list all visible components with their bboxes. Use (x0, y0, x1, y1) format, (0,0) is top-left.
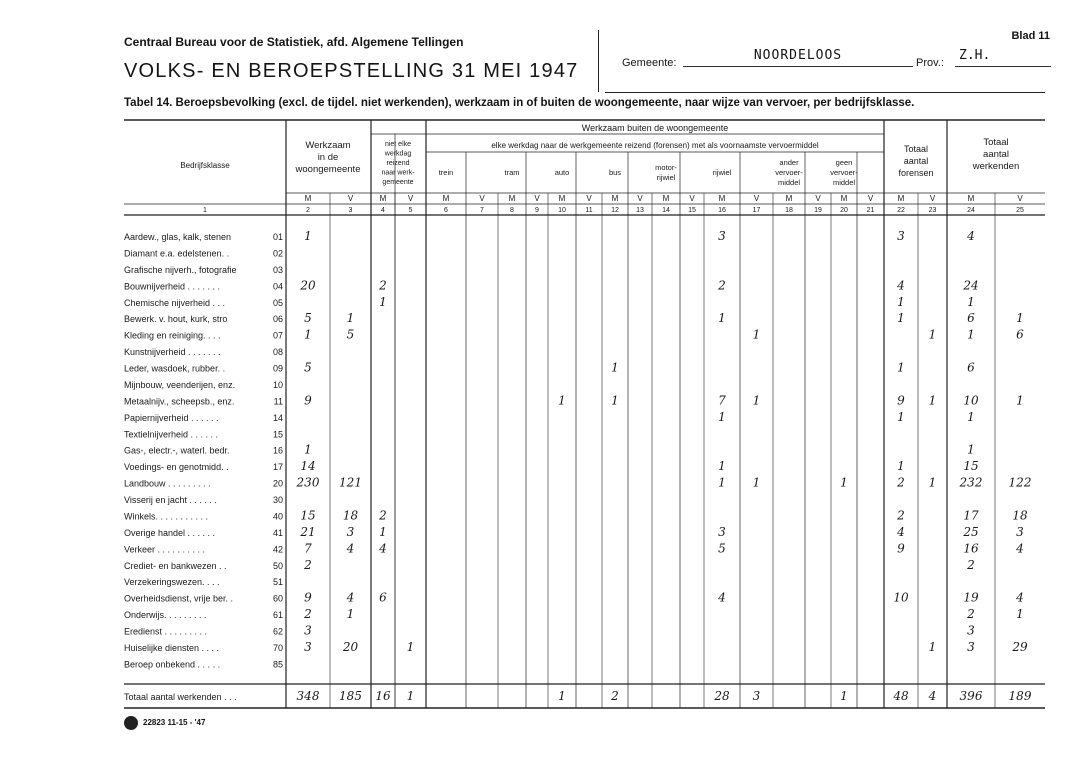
total-value: 3 (752, 689, 761, 703)
cell-value: 1 (967, 409, 975, 424)
cell-value: 232 (959, 475, 983, 490)
header-mode-7: middel (832, 178, 856, 187)
cell-value: 122 (1008, 475, 1032, 490)
header-niet-elke: niet elke (384, 141, 412, 148)
cell-value: 5 (304, 311, 312, 326)
row-label: Visserij en jacht . . . . . . (124, 495, 217, 506)
row-label: Bouwnijverheid . . . . . . . (124, 281, 221, 292)
cell-value: 9 (897, 541, 905, 556)
total-value: 1 (406, 689, 415, 703)
total-value: 2 (611, 689, 619, 703)
cell-value: 3 (967, 623, 975, 638)
cell-value: 4 (897, 278, 905, 293)
column-number: 16 (718, 207, 726, 214)
row-label: Leder, wasdoek, rubber. . (124, 363, 226, 374)
cell-value: 1 (897, 409, 905, 424)
header-werkzaam-in: in de (317, 152, 339, 163)
column-number: 3 (348, 207, 353, 214)
total-value: 48 (893, 689, 909, 703)
column-number: 6 (444, 207, 448, 214)
cell-value: 4 (967, 229, 975, 243)
column-mv: M (785, 194, 793, 203)
row-code: 50 (272, 560, 283, 571)
total-value: 348 (296, 689, 320, 703)
header-mode-6: vervoer- (775, 168, 803, 177)
column-number: 8 (510, 207, 514, 214)
row-code: 03 (272, 264, 283, 275)
cell-value: 25 (963, 524, 979, 539)
column-number: 2 (306, 207, 310, 214)
cell-value: 18 (342, 508, 359, 523)
cell-value: 1 (928, 475, 937, 490)
cell-value: 3 (346, 524, 355, 539)
header-totaal-forensen: forensen (898, 168, 934, 178)
column-number: 5 (408, 207, 413, 214)
cell-value: 5 (718, 541, 726, 556)
cell-value: 1 (967, 294, 975, 309)
gemeente-field[interactable]: NOORDELOOS (683, 48, 913, 67)
row-label: Chemische nijverheid . . . (124, 297, 226, 308)
row-code: 41 (272, 527, 283, 538)
column-number: 9 (535, 207, 539, 214)
row-code: 60 (272, 593, 283, 604)
cell-value: 1 (346, 607, 355, 622)
column-number: 10 (558, 207, 566, 214)
column-mv: M (304, 194, 312, 203)
header-niet-elke: naar werk- (381, 169, 415, 177)
cell-value: 3 (967, 640, 975, 654)
row-label: Beroep onbekend . . . . . (124, 659, 221, 670)
header-niet-elke: reizend (386, 160, 410, 167)
column-number: 14 (662, 207, 670, 214)
cell-value: 2 (304, 557, 312, 572)
column-number: 18 (785, 207, 793, 214)
column-mv: M (558, 194, 566, 203)
cell-value: 4 (1016, 590, 1024, 605)
row-label: Eredienst . . . . . . . . . (124, 626, 208, 637)
cell-value: 1 (346, 311, 355, 326)
cell-value: 3 (304, 640, 312, 654)
total-value: 16 (375, 689, 391, 703)
cell-value: 6 (379, 590, 387, 605)
row-label: Grafische nijverh., fotografie (124, 264, 237, 275)
column-mv: V (586, 194, 592, 203)
cell-value: 3 (1016, 524, 1024, 539)
cell-value: 2 (967, 607, 975, 622)
row-code: 85 (272, 659, 283, 670)
column-number: 20 (840, 207, 848, 214)
column-mv: M (967, 194, 975, 203)
row-code: 30 (272, 495, 283, 506)
row-code: 11 (273, 396, 283, 407)
cell-value: 1 (304, 442, 312, 457)
cell-value: 1 (1016, 607, 1024, 622)
column-number: 12 (611, 207, 619, 214)
cell-value: 21 (300, 524, 316, 539)
table-title: Tabel 14. Beroepsbevolking (excl. de tijdel. niet werkenden), werkzaam in of buiten de woongemeente, naar wijze van vervoer, per bedrijfsklasse. (124, 97, 915, 109)
form-title: VOLKS- EN BEROEPSTELLING 31 MEI 1947 (124, 60, 579, 82)
cell-value: 2 (718, 278, 726, 293)
cell-value: 1 (967, 442, 975, 457)
column-mv: V (753, 194, 760, 203)
cell-value: 4 (346, 541, 355, 556)
cell-value: 1 (897, 459, 905, 474)
column-number: 7 (480, 207, 484, 214)
column-mv: M (379, 194, 387, 203)
cell-value: 1 (406, 640, 415, 654)
cell-value: 1 (897, 360, 905, 375)
row-code: 61 (272, 610, 283, 621)
cell-value: 4 (1016, 541, 1024, 556)
column-mv: M (840, 194, 848, 203)
row-code: 15 (272, 429, 283, 440)
cell-value: 29 (1012, 640, 1028, 654)
column-number: 25 (1016, 207, 1024, 214)
column-number: 11 (585, 207, 593, 214)
header-mode-2: auto (554, 168, 570, 177)
total-value: 1 (840, 689, 848, 703)
column-mv: M (611, 194, 619, 203)
cell-value: 10 (963, 393, 979, 408)
cell-value: 1 (752, 327, 761, 342)
cell-value: 1 (304, 327, 312, 342)
column-mv: M (662, 194, 670, 203)
row-code: 17 (272, 462, 283, 473)
cell-value: 2 (379, 278, 387, 293)
column-mv: M (442, 194, 450, 203)
cell-value: 5 (304, 360, 312, 375)
row-code: 40 (272, 511, 283, 522)
total-label: Totaal aantal werkenden . . . (124, 692, 237, 702)
row-label: Papiernijverheid . . . . . . (124, 412, 219, 423)
header-mode-4: rijwiel (656, 173, 676, 182)
cell-value: 2 (379, 508, 387, 523)
row-code: 62 (272, 626, 283, 637)
cell-value: 4 (379, 541, 387, 556)
cell-value: 5 (346, 327, 355, 342)
column-mv: V (689, 194, 695, 203)
cell-value: 1 (928, 393, 937, 408)
header-totaal-forensen: Totaal (903, 144, 929, 154)
header-totaal-werkenden: Totaal (983, 137, 1009, 148)
row-label: Verzekeringswezen. . . . (124, 577, 220, 588)
cell-value: 7 (718, 393, 726, 408)
organization-name: Centraal Bureau voor de Statistiek, afd. Algemene Tellingen (124, 35, 464, 49)
column-mv: M (897, 194, 905, 203)
cell-value: 1 (718, 409, 726, 424)
total-value: 189 (1008, 689, 1032, 703)
header-niet-elke: gemeente (382, 179, 414, 186)
cell-value: 4 (897, 524, 905, 539)
row-label: Overheidsdienst, vrije ber. . (124, 593, 234, 604)
cell-value: 1 (718, 311, 726, 326)
cell-value: 1 (928, 640, 937, 654)
column-mv: V (1017, 194, 1023, 203)
header-mode-7: geen (835, 158, 853, 167)
cell-value: 14 (300, 459, 316, 474)
column-mv: V (637, 194, 643, 203)
column-number: 24 (967, 207, 975, 214)
sheet-number: Blad 11 (1011, 30, 1050, 42)
column-mv: V (867, 194, 874, 203)
total-value: 396 (959, 689, 983, 703)
cell-value: 1 (304, 229, 312, 243)
cell-value: 3 (718, 229, 726, 243)
cell-value: 1 (967, 327, 975, 342)
cell-value: 1 (379, 294, 387, 309)
province-label: Prov.: (916, 57, 944, 69)
header-totaal-werkenden: aantal (983, 149, 1009, 160)
row-code: 16 (272, 445, 283, 456)
row-code: 01 (272, 232, 283, 242)
row-label: Diamant e.a. edelstenen. . (124, 248, 230, 259)
cell-value: 4 (346, 590, 355, 605)
cell-value: 6 (967, 360, 975, 375)
cell-value: 1 (928, 327, 937, 342)
header-totaal-werkenden: werkenden (972, 161, 1020, 172)
header-totaal-forensen: aantal (903, 156, 929, 166)
header-niet-elke: werkdag (384, 150, 412, 158)
cell-value: 1 (718, 475, 726, 490)
header-mode-0: trein (438, 168, 454, 177)
total-value: 185 (339, 689, 362, 703)
cell-value: 10 (893, 590, 909, 605)
row-label: Aardew., glas, kalk, stenen (124, 232, 232, 242)
column-number: 22 (897, 207, 905, 214)
total-value: 4 (928, 689, 937, 703)
row-label: Overige handel . . . . . . (124, 527, 216, 538)
header-mode-1: tram (504, 168, 520, 177)
row-label: Verkeer . . . . . . . . . . (124, 544, 206, 555)
header-werkzaam-in: woongemeente (295, 164, 361, 175)
cell-value: 3 (897, 229, 905, 243)
header-bedrijfsklasse: Bedrijfsklasse (180, 161, 230, 170)
row-code: 10 (272, 379, 283, 390)
row-label: Landbouw . . . . . . . . . (124, 478, 211, 489)
cell-value: 2 (304, 607, 312, 622)
column-number: 23 (928, 207, 937, 214)
cell-value: 1 (1016, 393, 1024, 408)
row-code: 06 (272, 314, 283, 325)
cell-value: 1 (752, 393, 761, 408)
row-code: 09 (272, 363, 283, 374)
print-code: 22823 11-15 - '47 (143, 718, 206, 727)
row-label: Kleding en reiniging. . . . (124, 330, 221, 341)
cell-value: 6 (1016, 327, 1024, 342)
province-field[interactable]: Z.H. (955, 48, 1051, 67)
cell-value: 16 (963, 541, 979, 556)
column-number: 17 (752, 207, 761, 214)
cell-value: 9 (304, 393, 312, 408)
cell-value: 230 (296, 475, 320, 490)
header-mode-6: ander (779, 158, 799, 167)
cell-value: 20 (300, 278, 316, 293)
row-label: Crediet- en bankwezen . . (124, 560, 227, 571)
row-code: 04 (272, 281, 283, 292)
cell-value: 2 (897, 475, 905, 490)
column-mv: V (815, 194, 821, 203)
cell-value: 1 (1016, 311, 1024, 326)
cell-value: 1 (379, 524, 387, 539)
row-code: 02 (272, 248, 283, 259)
cell-value: 6 (967, 311, 975, 326)
cell-value: 15 (963, 459, 979, 474)
column-number: 21 (866, 207, 875, 214)
column-number: 4 (381, 207, 385, 214)
total-value: 28 (714, 689, 730, 703)
cell-value: 17 (963, 508, 979, 523)
row-code: 20 (272, 478, 283, 489)
cell-value: 24 (963, 278, 979, 293)
printer-logo-icon (124, 716, 138, 730)
cell-value: 1 (611, 360, 619, 375)
cell-value: 20 (342, 640, 359, 654)
row-label: Kunstnijverheid . . . . . . . (124, 347, 221, 358)
header-mode-5: rijwiel (712, 168, 732, 177)
header-mode-4: motor- (655, 163, 677, 172)
cell-value: 3 (304, 623, 312, 638)
cell-value: 7 (304, 541, 312, 556)
row-label: Metaalnijv., scheepsb., enz. (124, 396, 235, 407)
header-mode-3: bus (608, 168, 622, 177)
column-mv: V (347, 194, 354, 203)
column-mv: V (534, 194, 540, 203)
column-mv: V (929, 194, 936, 203)
row-label: Bewerk. v. hout, kurk, stro (124, 314, 228, 325)
column-mv: V (407, 194, 414, 203)
row-code: 51 (272, 577, 283, 588)
column-mv: M (718, 194, 726, 203)
cell-value: 1 (897, 311, 905, 326)
header-mode-6: middel (777, 178, 801, 187)
gemeente-label: Gemeente: (622, 57, 677, 69)
row-code: 08 (272, 347, 283, 358)
row-label: Winkels. . . . . . . . . . . (124, 511, 209, 522)
row-label: Onderwijs. . . . . . . . . (124, 610, 207, 621)
total-value: 1 (558, 689, 566, 703)
cell-value: 9 (897, 393, 905, 408)
cell-value: 4 (718, 590, 726, 605)
header-elke-werkdag: elke werkdag naar de werkgemeente reizend (forensen) met als voornaamste vervoermiddel (491, 141, 819, 150)
cell-value: 9 (304, 590, 312, 605)
row-label: Voedings- en genotmidd. . (124, 462, 229, 473)
row-code: 07 (272, 330, 283, 341)
column-mv: M (508, 194, 516, 203)
row-label: Gas-, electr.-, waterl. bedr. (124, 445, 230, 456)
row-label: Mijnbouw, veenderijen, enz. (124, 379, 236, 390)
cell-value: 15 (300, 508, 316, 523)
cell-value: 121 (339, 475, 362, 490)
column-number: 13 (636, 207, 644, 214)
header-werkzaam-in: Werkzaam (305, 140, 351, 151)
cell-value: 1 (611, 393, 619, 408)
row-code: 05 (272, 297, 283, 308)
cell-value: 19 (963, 590, 979, 605)
cell-value: 1 (718, 459, 726, 474)
row-label: Huiselijke diensten . . . . (124, 643, 220, 653)
header-werkzaam-buiten: Werkzaam buiten de woongemeente (581, 123, 729, 133)
cell-value: 2 (897, 508, 905, 523)
cell-value: 3 (718, 524, 726, 539)
column-number: 1 (203, 207, 207, 214)
column-mv: V (479, 194, 485, 203)
row-code: 70 (272, 643, 283, 653)
cell-value: 1 (558, 393, 566, 408)
row-code: 14 (272, 412, 283, 423)
row-code: 42 (272, 544, 283, 555)
cell-value: 18 (1012, 508, 1028, 523)
header-mode-7: vervoer- (830, 168, 858, 177)
column-number: 15 (688, 207, 696, 214)
cell-value: 1 (897, 294, 905, 309)
cell-value: 1 (840, 475, 848, 490)
cell-value: 1 (752, 475, 761, 490)
row-label: Textielnijverheid . . . . . . (124, 429, 219, 440)
cell-value: 2 (967, 557, 975, 572)
column-number: 19 (814, 207, 822, 214)
